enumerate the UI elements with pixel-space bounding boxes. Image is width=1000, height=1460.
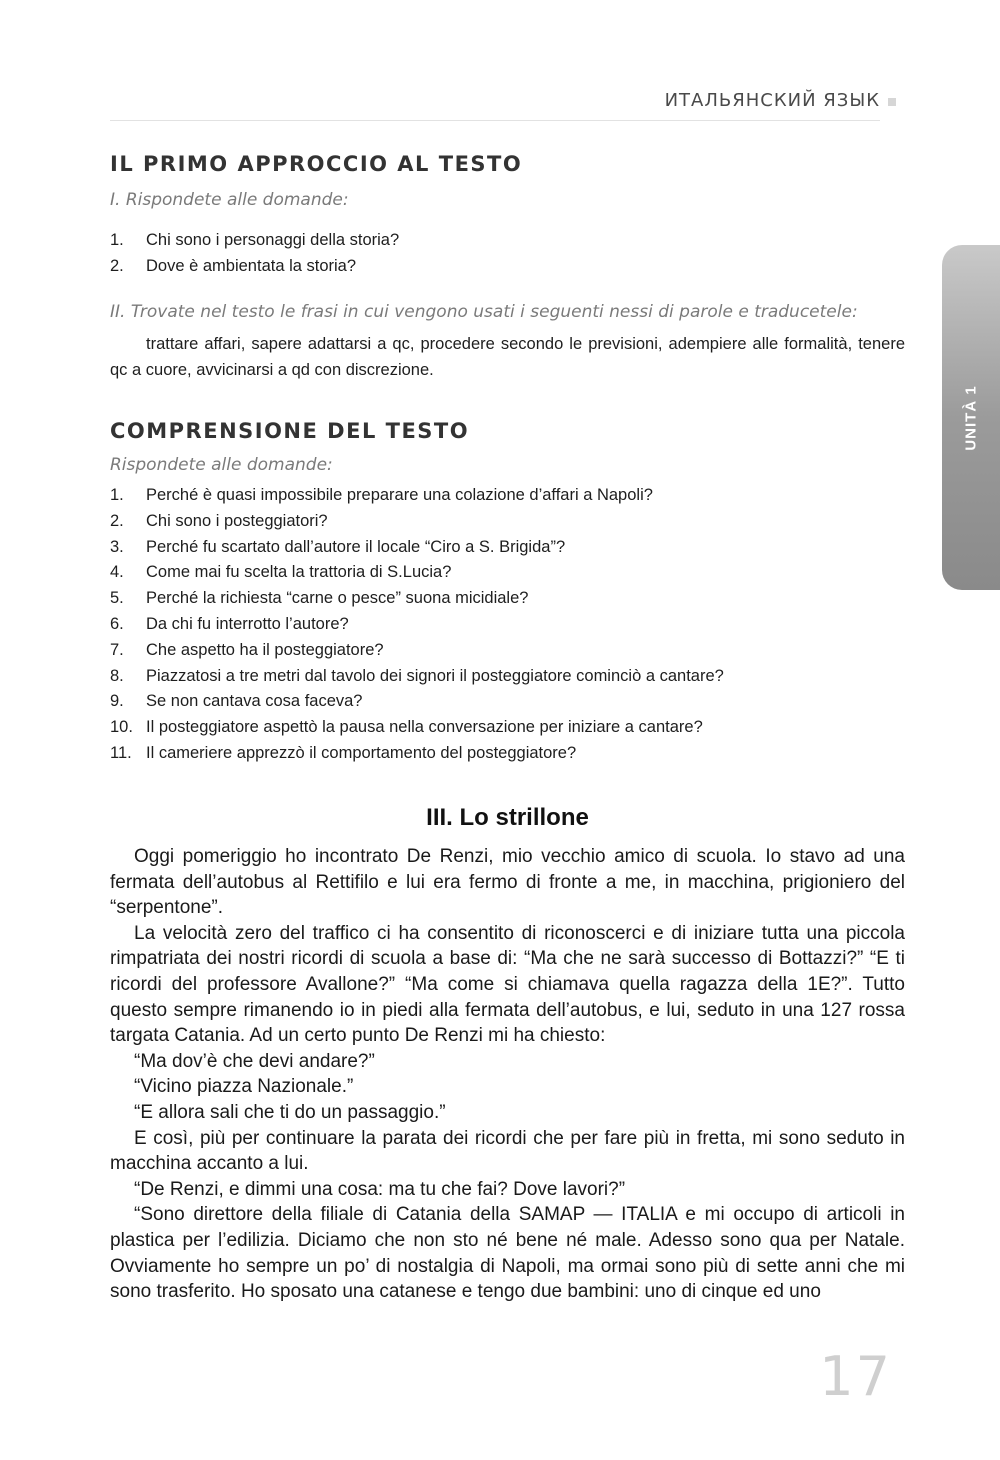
unit-side-tab-label: UNITÀ 1 [962,384,980,451]
list-item: 11. Il cameriere apprezzò il comportamento del posteggiatore? [110,743,577,762]
story-title: III. Lo strillone [426,804,589,831]
list-item: 10. Il posteggiatore aspettò la pausa nella conversazione per iniziare a cantare? [110,718,703,737]
list-item: 4. Come mai fu scelta la trattoria di S.Lucia? [110,563,452,582]
page-number: 17 [819,1345,892,1408]
question-text: Se non cantava cosa faceva? [146,692,363,711]
question-list-1 [110,228,399,280]
story-paragraph: “De Renzi, e dimmi una cosa: ma tu che fai? Dove lavori?” [134,1178,626,1200]
story-paragraph: La velocità zero del traffico ci ha consentito di riconoscerci e di iniziare tutta una piccola rimpatriata dei nostri ricordi di scuola a base di: “Ma che ne sarà successo di Bottazzi?” “E ti ricordi del professore Avallone?” “Ma come si chiamava quella ragazza della 1E?”. Tutto questo sempre rimanendo io in piedi alla fermata dell’autobus, e lui, seduto in una 127 rossa targata Catania. Ad un certo punto De Renzi mi ha chiesto: [110,922,905,1047]
question-text: Perché la richiesta “carne o pesce” suona micidiale? [146,589,529,608]
list-item: 2. Dove è ambientata la storia? [110,256,357,275]
story-paragraph: “E allora sali che ti do un passaggio.” [134,1101,446,1123]
section-heading-comprensione: COMPRENSIONE DEL TESTO [110,419,470,443]
list-item: 2. Chi sono i posteggiatori? [110,511,328,530]
header-divider [110,120,880,121]
question-text: Che aspetto ha il posteggiatore? [146,640,384,659]
question-text: Da chi fu interrotto l’autore? [146,614,349,633]
question-text: Dove è ambientata la storia? [146,256,357,275]
phrases-paragraph: trattare affari, sapere adattarsi a qc, procedere secondo le previsioni, adempiere alle formalità, tenere qc a cuore, avvicinarsi a qd con discrezione. [110,335,905,379]
header-square-mark [888,98,896,106]
instruction-rispondete-1: I. Rispondete alle domande: [110,190,349,210]
question-text: Piazzatosi a tre metri dal tavolo dei signori il posteggiatore cominciò a cantare? [146,666,724,685]
instruction-trovate: II. Trovate nel testo le frasi in cui vengono usati i seguenti nessi di parole e traducetele: [110,302,858,322]
list-item: 1. Perché è quasi impossibile preparare una colazione d’affari a Napoli? [110,486,653,504]
page-header-title: ИТАЛЬЯНСКИЙ ЯЗЫК [664,90,880,111]
question-text: Chi sono i posteggiatori? [146,511,328,530]
story-paragraph: “Vicino piazza Nazionale.” [134,1076,354,1098]
instruction-rispondete-2: Rispondete alle domande: [110,455,333,475]
question-text: Il posteggiatore aspettò la pausa nella conversazione per iniziare a cantare? [146,718,703,737]
story-paragraph: Oggi pomeriggio ho incontrato De Renzi, mio vecchio amico di scuola. Io stavo ad una fermata dell’autobus al Rettifilo e lui era fermo di fronte a me, in macchina, prigioniero del “serpentone”. [110,846,905,919]
unit-side-tab [942,245,1000,590]
list-item: 3. Perché fu scartato dall’autore il locale “Ciro a S. Brigida”? [110,537,566,556]
question-text: Perché fu scartato dall’autore il locale “Ciro a S. Brigida”? [146,537,566,556]
question-text: Come mai fu scelta la trattoria di S.Lucia? [146,563,452,582]
question-text: Perché è quasi impossibile preparare una colazione d’affari a Napoli? [146,486,653,504]
list-item: 1. Chi sono i personaggi della storia? [110,231,400,249]
list-item: 9. Se non cantava cosa faceva? [110,692,363,711]
list-item: 8. Piazzatosi a tre metri dal tavolo dei signori il posteggiatore cominciò a cantare? [110,666,724,685]
story-body [110,844,905,1305]
list-item: 7. Che aspetto ha il posteggiatore? [110,640,384,659]
story-paragraph: “Sono direttore della filiale di Catania della SAMAP — ITALIA e mi occupo di articoli in plastica per l’edilizia. Diciamo che non sto né bene né male. Adesso sono qua per Natale. Ovviamente ho sempre un po’ di nostalgia di Napoli, ma ormai sono più di sette anni che mi sono trasferito. Ho sposato una catanese e tengo due bambini: uno di cinque ed uno [110,1204,905,1303]
question-text: Chi sono i personaggi della storia? [146,231,400,249]
list-item: 6. Da chi fu interrotto l’autore? [110,614,349,633]
story-paragraph: E così, più per continuare la parata dei ricordi che per fare più in fretta, mi sono seduto in macchina accanto a lui. [110,1127,905,1175]
list-item: 5. Perché la richiesta “carne o pesce” suona micidiale? [110,589,529,608]
section-heading-primo-approccio: IL PRIMO APPROCCIO AL TESTO [110,152,523,176]
question-text: Il cameriere apprezzò il comportamento del posteggiatore? [146,743,577,762]
question-list-2 [110,483,724,767]
story-paragraph: “Ma dov’è che devi andare?” [134,1050,375,1072]
